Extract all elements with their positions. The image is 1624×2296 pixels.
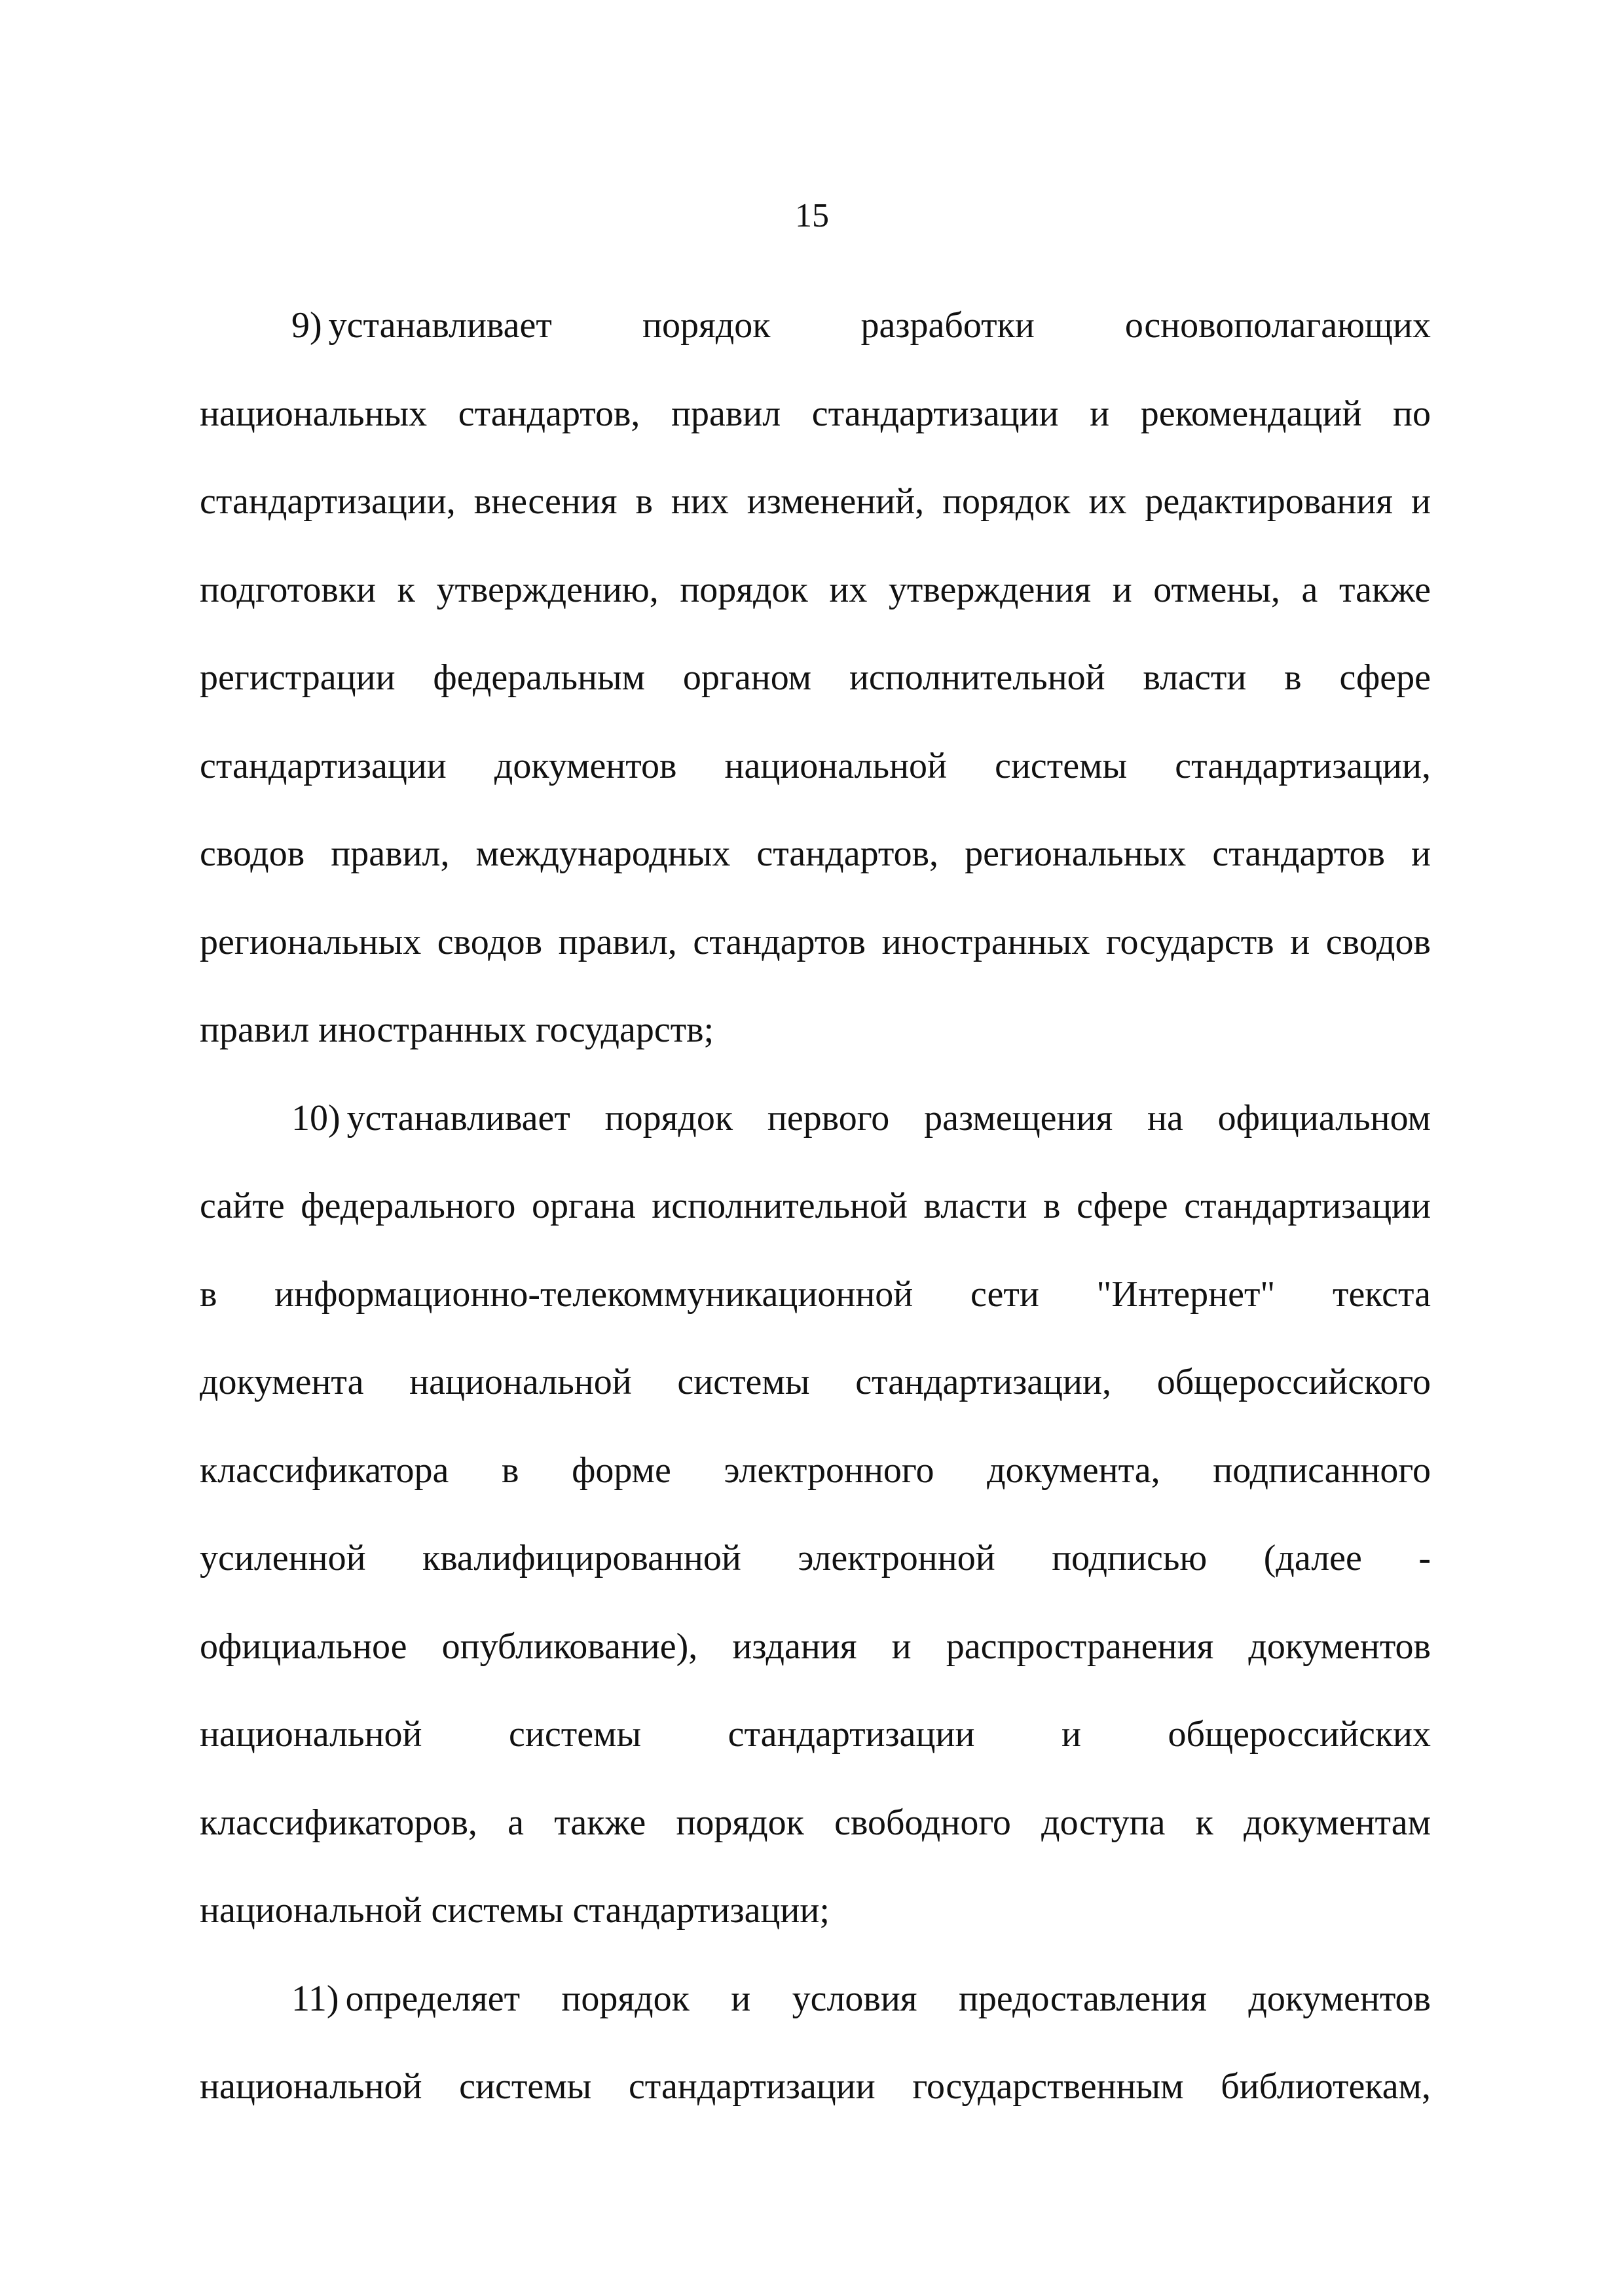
paragraph-9 bbox=[200, 282, 1431, 1074]
text-line: классификаторов, а также порядок свободного доступа к документам bbox=[200, 1802, 1431, 1843]
page-number: 15 bbox=[795, 197, 829, 234]
item-number: 9) bbox=[291, 305, 322, 346]
text-line: усиленной квалифицированной электронной подписью (далее - bbox=[200, 1538, 1431, 1578]
text-line: правил иностранных государств; bbox=[200, 1010, 714, 1050]
text-line: документа национальной системы стандартизации, общероссийского bbox=[200, 1362, 1431, 1402]
paragraph-10 bbox=[200, 1074, 1431, 1955]
text-line: регистрации федеральным органом исполнительной власти в сфере bbox=[200, 657, 1431, 698]
text-line: национальной системы стандартизации; bbox=[200, 1890, 830, 1931]
text-line: официальное опубликование), издания и распространения документов bbox=[200, 1626, 1431, 1667]
line-text: определяет порядок и условия предоставления документов bbox=[345, 1978, 1431, 2019]
text-line: сайте федерального органа исполнительной власти в сфере стандартизации bbox=[200, 1186, 1431, 1226]
text-line bbox=[200, 282, 1431, 370]
line-text: устанавливает порядок разработки основополагающих bbox=[328, 305, 1431, 346]
text-line: национальной системы стандартизации и общероссийских bbox=[200, 1714, 1431, 1755]
text-line: региональных сводов правил, стандартов иностранных государств и сводов bbox=[200, 921, 1431, 962]
item-number: 10) bbox=[291, 1097, 341, 1139]
text-line bbox=[200, 1074, 1431, 1163]
text-line bbox=[200, 1955, 1431, 2043]
paragraph-11 bbox=[200, 1955, 1431, 2131]
text-line: подготовки к утверждению, порядок их утверждения и отмены, а также bbox=[200, 569, 1431, 610]
document-body bbox=[200, 282, 1431, 2131]
text-line: национальной системы стандартизации государственным библиотекам, bbox=[200, 2066, 1431, 2107]
text-line: стандартизации документов национальной системы стандартизации, bbox=[200, 745, 1431, 786]
text-line: классификатора в форме электронного документа, подписанного bbox=[200, 1449, 1431, 1491]
text-line: национальных стандартов, правил стандартизации и рекомендаций по bbox=[200, 393, 1431, 434]
text-line: в информационно-телекоммуникационной сети "Интернет" текста bbox=[200, 1273, 1431, 1315]
item-number: 11) bbox=[291, 1978, 339, 2019]
line-text: устанавливает порядок первого размещения на официальном bbox=[346, 1097, 1431, 1139]
text-line: стандартизации, внесения в них изменений, порядок их редактирования и bbox=[200, 481, 1431, 522]
text-line: сводов правил, международных стандартов, региональных стандартов и bbox=[200, 833, 1431, 874]
